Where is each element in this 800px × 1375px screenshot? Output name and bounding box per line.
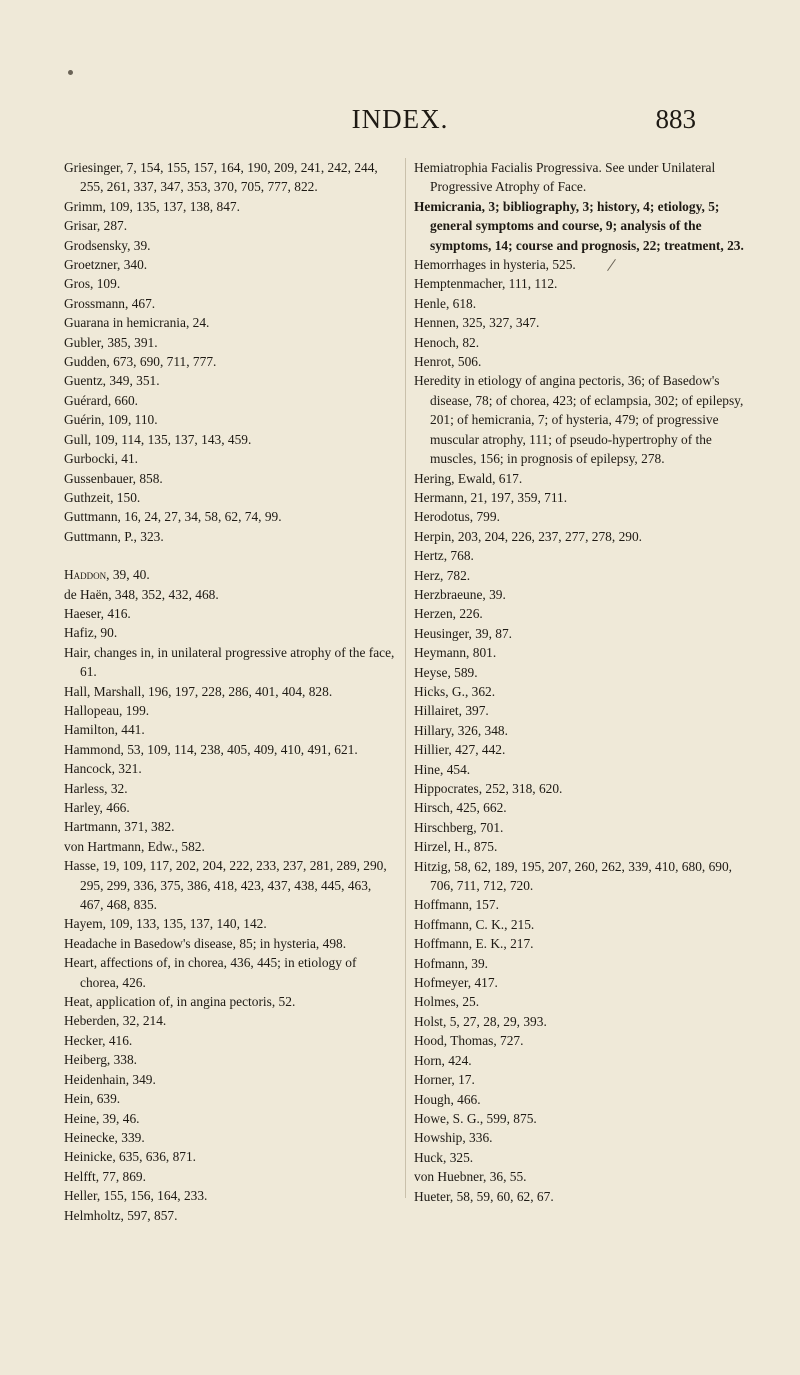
index-entry: Hirzel, H., 875.: [414, 839, 498, 855]
index-entry: Hillairet, 397.: [414, 703, 489, 719]
index-entry: Guarana in hemicrania, 24.: [64, 315, 210, 331]
index-entry: Hoffmann, 157.: [414, 897, 499, 913]
index-entry: Hough, 466.: [414, 1091, 481, 1107]
index-entry: Heart, affections of, in chorea, 436, 445; in etiology of chorea, 426.: [64, 955, 357, 990]
page-number: 883: [655, 104, 696, 134]
index-entry: Hitzig, 58, 62, 189, 195, 207, 260, 262, 339, 410, 680, 690, 706, 711, 712, 720.: [414, 858, 733, 894]
index-entry: Guérin, 109, 110.: [64, 412, 158, 428]
index-entry: Herzbraeune, 39.: [414, 586, 506, 602]
index-entry: Gubler, 385, 391.: [64, 334, 158, 350]
index-entry: Gull, 109, 114, 135, 137, 143, 459.: [64, 431, 252, 447]
index-entry: Heller, 155, 156, 164, 233.: [64, 1188, 208, 1204]
right-column: [414, 158, 744, 1206]
index-entry: Holmes, 25.: [414, 994, 480, 1010]
index-entry: Hemiatrophia Facialis Progressiva. See under Unilateral Progressive Atrophy of Face.: [414, 160, 716, 195]
index-entry: Hofmeyer, 417.: [414, 975, 498, 991]
index-entry: Horner, 17.: [414, 1072, 475, 1088]
index-entry: Hermann, 21, 197, 359, 711.: [414, 489, 568, 505]
index-entry: Guthzeit, 150.: [64, 489, 141, 505]
page-title: INDEX.: [351, 104, 449, 134]
index-entry: Harless, 32.: [64, 780, 128, 796]
index-entry: Hasse, 19, 109, 117, 202, 204, 222, 233, 237, 281, 289, 290, 295, 299, 336, 375, 386, 418, 423, 437, 438, 445, 463, 467, 468, 835.: [64, 858, 387, 913]
index-entry: Haeser, 416.: [64, 605, 131, 621]
index-entry: Guérard, 660.: [64, 392, 138, 408]
index-entry: Helfft, 77, 869.: [64, 1168, 146, 1184]
index-entry: Henrot, 506.: [414, 354, 482, 370]
index-entry: Groetzner, 340.: [64, 257, 148, 273]
index-entry: Hein, 639.: [64, 1091, 121, 1107]
index-entry: Hammond, 53, 109, 114, 238, 405, 409, 410, 491, 621.: [64, 741, 358, 757]
index-entry: Howe, S. G., 599, 875.: [414, 1110, 537, 1126]
left-column: [64, 158, 397, 1225]
index-entry: Heiberg, 338.: [64, 1052, 138, 1068]
index-entry: Hirschberg, 701.: [414, 819, 504, 835]
index-entry: Henle, 618.: [414, 295, 477, 311]
index-entry: Hillary, 326, 348.: [414, 722, 508, 738]
index-entry: Grodsensky, 39.: [64, 237, 151, 253]
index-entry: Horn, 424.: [414, 1052, 472, 1068]
index-entry: Herzen, 226.: [414, 606, 483, 622]
index-entry: Hafiz, 90.: [64, 625, 118, 641]
index-entry: Herpin, 203, 204, 226, 237, 277, 278, 290.: [414, 528, 643, 544]
index-entry: Guttmann, 16, 24, 27, 34, 58, 62, 74, 99.: [64, 509, 282, 525]
index-entry: Harley, 466.: [64, 800, 130, 815]
ink-speck: [68, 70, 73, 75]
index-entry: Hallopeau, 199.: [64, 702, 150, 718]
index-entry: Heymann, 801.: [414, 645, 497, 661]
index-entry: Hall, Marshall, 196, 197, 228, 286, 401, 404, 828.: [64, 683, 333, 699]
index-entry: Heine, 39, 46.: [64, 1110, 140, 1126]
index-entry: Heinecke, 339.: [64, 1129, 145, 1145]
index-entry: Hoffmann, C. K., 215.: [414, 916, 535, 932]
index-entry: Grisar, 287.: [64, 218, 128, 234]
index-entry: Hemorrhages in hysteria, 525.: [414, 257, 576, 273]
index-entry: Gurbocki, 41.: [64, 451, 139, 467]
index-entry: Hering, Ewald, 617.: [414, 470, 523, 486]
entry-gap: [64, 546, 397, 565]
index-entry: Griesinger, 7, 154, 155, 157, 164, 190, 209, 241, 242, 244, 255, 261, 337, 347, 353, 370, 705, 777, 822.: [64, 160, 378, 195]
index-entry: Hamilton, 441.: [64, 722, 145, 738]
index-columns: [64, 158, 744, 1288]
index-entry: Howship, 336.: [414, 1130, 493, 1146]
index-entry: Heyse, 589.: [414, 664, 478, 680]
index-entry: Hillier, 427, 442.: [414, 742, 506, 758]
index-entry: Heinicke, 635, 636, 871.: [64, 1149, 197, 1165]
index-entry: Heusinger, 39, 87.: [414, 625, 513, 641]
index-entry: Hood, Thomas, 727.: [414, 1033, 524, 1049]
index-entry: Herodotus, 799.: [414, 509, 500, 525]
index-entry: von Huebner, 36, 55.: [414, 1169, 527, 1185]
index-entry: Hartmann, 371, 382.: [64, 819, 175, 835]
index-entry: Hair, changes in, in unilateral progressive atrophy of the face, 61.: [64, 644, 395, 680]
index-entry: Hirsch, 425, 662.: [414, 800, 507, 816]
index-entry: Hemicrania, 3; bibliography, 3; history, 4; etiology, 5; general symptoms and course, 9; analysis of the symptoms, 14; course and prognosis, 22; treatment, 23.: [414, 198, 744, 253]
index-entry: Guentz, 349, 351.: [64, 373, 160, 389]
index-entry: Huck, 325.: [414, 1149, 474, 1165]
index-entry: Hennen, 325, 327, 347.: [414, 315, 540, 331]
index-entry: Hecker, 416.: [64, 1032, 133, 1048]
index-entry: Guttmann, P., 323.: [64, 528, 164, 544]
index-entry: Hueter, 58, 59, 60, 62, 67.: [414, 1188, 554, 1204]
index-entry: Herz, 782.: [414, 567, 471, 583]
index-entry: Helmholtz, 597, 857.: [64, 1207, 178, 1223]
index-entry: Hancock, 321.: [64, 761, 142, 777]
index-entry: Heberden, 32, 214.: [64, 1013, 167, 1029]
index-entry: Hicks, G., 362.: [414, 683, 496, 699]
index-entry: Heat, application of, in angina pectoris, 52.: [64, 994, 296, 1010]
index-entry: Haddon, 39, 40.: [64, 567, 150, 583]
column-divider: [405, 158, 406, 1198]
index-entry: Gussenbauer, 858.: [64, 470, 163, 486]
index-entry: Hoffmann, E. K., 217.: [414, 936, 534, 952]
index-entry: Gros, 109.: [64, 276, 121, 292]
index-entry: Grossmann, 467.: [64, 295, 156, 311]
index-entry: Henoch, 82.: [414, 334, 480, 350]
index-entry: Hemptenmacher, 111, 112.: [414, 276, 558, 292]
index-entry: Grimm, 109, 135, 137, 138, 847.: [64, 198, 240, 214]
running-head: [0, 104, 800, 144]
index-entry: Holst, 5, 27, 28, 29, 393.: [414, 1013, 547, 1029]
index-entry: Hine, 454.: [414, 761, 471, 777]
index-entry: Hertz, 768.: [414, 548, 474, 564]
index-entry: Hippocrates, 252, 318, 620.: [414, 781, 563, 796]
index-entry: Headache in Basedow's disease, 85; in hysteria, 498.: [64, 935, 347, 951]
index-entry: Hofmann, 39.: [414, 955, 489, 971]
index-entry: Gudden, 673, 690, 711, 777.: [64, 354, 217, 370]
index-entry: Hayem, 109, 133, 135, 137, 140, 142.: [64, 916, 267, 932]
index-entry: von Hartmann, Edw., 582.: [64, 838, 205, 854]
index-entry: de Haën, 348, 352, 432, 468.: [64, 586, 219, 602]
index-entry: Heidenhain, 349.: [64, 1071, 156, 1087]
index-entry: Heredity in etiology of angina pectoris, 36; of Basedow's disease, 78; of chorea, 423; of eclampsia, 302; of epilepsy, 201; of hemicrania, 7; of hysteria, 479; of progressive muscular atrophy, 111; of pseudo-hypertrophy of the muscles, 156; in prognosis of epilepsy, 278.: [414, 373, 744, 467]
